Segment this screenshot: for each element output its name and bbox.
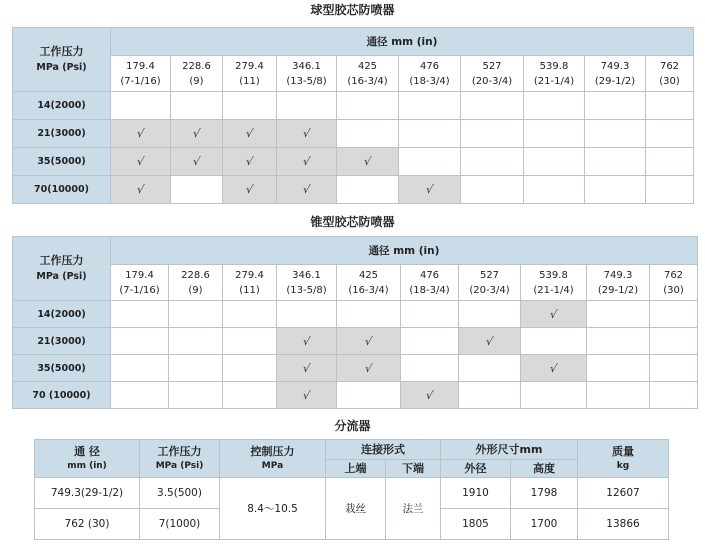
- diameter-mm: 179.4: [125, 269, 154, 281]
- check-mark-icon: √: [244, 127, 255, 140]
- cone-bop-table: [12, 236, 698, 409]
- height-header: 高度: [511, 460, 578, 478]
- check-mark-icon: √: [548, 307, 559, 321]
- diameter-col-header: [111, 56, 171, 92]
- diameter-in: (20-3/4): [471, 75, 513, 87]
- empty-cell: [223, 328, 277, 355]
- available-cell: [111, 148, 171, 176]
- diameter-mm: 228.6: [182, 60, 211, 72]
- diameter-header: 通径 mm (in): [111, 28, 694, 56]
- check-mark-icon: √: [363, 334, 374, 348]
- empty-cell: [646, 148, 694, 176]
- diameter-mm: 762: [663, 269, 684, 281]
- diverter-table: [34, 439, 669, 540]
- check-mark-icon: √: [135, 155, 146, 168]
- empty-cell: [585, 176, 646, 204]
- diameter-mm: 539.8: [539, 60, 569, 72]
- diameter-mm: 527: [482, 60, 502, 72]
- diameter-in: (30): [659, 75, 680, 87]
- diameter-col-header: [524, 56, 585, 92]
- diameter-in: (16-3/4): [348, 284, 389, 296]
- empty-cell: [650, 355, 698, 382]
- empty-cell: [111, 328, 169, 355]
- diameter-col-header: [223, 56, 277, 92]
- empty-cell: [459, 355, 521, 382]
- work-pressure-header: 工作压力 MPa (Psi): [140, 440, 220, 478]
- table-row: [13, 382, 698, 409]
- diameter-mm: 228.6: [181, 269, 210, 281]
- diameter-in: (11): [239, 284, 260, 296]
- check-mark-icon: √: [135, 183, 146, 196]
- diameter-mm: 279.4: [235, 60, 264, 72]
- check-mark-icon: √: [135, 127, 146, 140]
- available-cell: [277, 355, 337, 382]
- empty-cell: [461, 92, 524, 120]
- empty-cell: [524, 92, 585, 120]
- mass-header: 质量 kg: [578, 440, 669, 478]
- lower-connection-cell: 法兰: [386, 478, 441, 540]
- diameter-col-header: [459, 265, 521, 301]
- empty-cell: [171, 176, 223, 204]
- empty-cell: [277, 301, 337, 328]
- available-cell: [337, 148, 399, 176]
- diameter-in: (18-3/4): [409, 284, 450, 296]
- upper-connection-cell: 栽丝: [326, 478, 386, 540]
- available-cell: [111, 176, 171, 204]
- control-pressure-cell: 8.4～10.5: [220, 478, 326, 540]
- check-mark-icon: √: [301, 334, 312, 348]
- check-mark-icon: √: [301, 127, 312, 140]
- diameter-mm: 279.4: [235, 269, 264, 281]
- available-cell: [171, 148, 223, 176]
- diameter-cell: 749.3(29-1/2): [35, 478, 140, 509]
- dimensions-header: 外形尺寸mm: [441, 440, 578, 460]
- pressure-header: 工作压力 MPa (Psi): [13, 28, 111, 92]
- outer-diameter-header: 外径: [441, 460, 511, 478]
- diameter-col-header: [169, 265, 223, 301]
- available-cell: [459, 328, 521, 355]
- empty-cell: [401, 355, 459, 382]
- section3-title: 分流器: [334, 419, 371, 433]
- work-pressure-cell: 7(1000): [140, 509, 220, 540]
- pressure-row-label: 14(2000): [13, 92, 111, 120]
- mass-cell: 12607: [578, 478, 669, 509]
- empty-cell: [399, 92, 461, 120]
- diameter-mm: 539.8: [539, 269, 568, 281]
- available-cell: [277, 328, 337, 355]
- check-mark-icon: √: [301, 155, 312, 168]
- available-cell: [171, 120, 223, 148]
- check-mark-icon: √: [548, 361, 559, 375]
- available-cell: [277, 120, 337, 148]
- empty-cell: [461, 120, 524, 148]
- empty-cell: [461, 176, 524, 204]
- empty-cell: [399, 148, 461, 176]
- empty-cell: [223, 355, 277, 382]
- empty-cell: [337, 120, 399, 148]
- check-mark-icon: √: [191, 127, 202, 140]
- empty-cell: [461, 148, 524, 176]
- empty-cell: [459, 382, 521, 409]
- empty-cell: [585, 92, 646, 120]
- table-row: [13, 148, 694, 176]
- diameter-mm: 346.1: [292, 60, 321, 72]
- diameter-col-header: [171, 56, 223, 92]
- available-cell: [521, 301, 587, 328]
- diameter-in: (9): [188, 284, 203, 296]
- available-cell: [223, 176, 277, 204]
- connection-header: 连接形式: [326, 440, 441, 460]
- diameter-in: (18-3/4): [409, 75, 450, 87]
- empty-cell: [524, 176, 585, 204]
- empty-cell: [521, 382, 587, 409]
- empty-cell: [111, 92, 171, 120]
- empty-cell: [587, 328, 650, 355]
- empty-cell: [524, 148, 585, 176]
- empty-cell: [337, 301, 401, 328]
- empty-cell: [401, 328, 459, 355]
- diameter-col-header: [223, 265, 277, 301]
- empty-cell: [111, 382, 169, 409]
- check-mark-icon: √: [362, 155, 373, 168]
- diameter-col-header: [650, 265, 698, 301]
- empty-cell: [169, 355, 223, 382]
- diameter-mm: 762: [659, 60, 680, 72]
- check-mark-icon: √: [363, 361, 374, 375]
- available-cell: [223, 148, 277, 176]
- diameter-in: (7-1/16): [120, 75, 161, 87]
- diameter-col-header: [585, 56, 646, 92]
- empty-cell: [223, 92, 277, 120]
- diameter-mm: 527: [479, 269, 500, 281]
- diameter-mm: 425: [357, 60, 378, 72]
- pressure-row-label: 14(2000): [13, 301, 111, 328]
- diameter-col-header: [277, 265, 337, 301]
- empty-cell: [337, 176, 399, 204]
- table-row: [13, 92, 694, 120]
- table-row: [13, 301, 698, 328]
- empty-cell: [169, 301, 223, 328]
- empty-cell: [650, 328, 698, 355]
- height-cell: 1700: [511, 509, 578, 540]
- empty-cell: [111, 301, 169, 328]
- section1-title: 球型胶芯防喷器: [310, 3, 395, 17]
- empty-cell: [646, 120, 694, 148]
- empty-cell: [521, 328, 587, 355]
- diameter-mm: 476: [419, 269, 440, 281]
- available-cell: [111, 120, 171, 148]
- diameter-col-header: [337, 265, 401, 301]
- diameter-col-header: [337, 56, 399, 92]
- pressure-row-label: 21(3000): [13, 328, 111, 355]
- diameter-in: (21-1/4): [533, 284, 574, 296]
- empty-cell: [401, 301, 459, 328]
- available-cell: [399, 176, 461, 204]
- empty-cell: [399, 120, 461, 148]
- empty-cell: [337, 382, 401, 409]
- diameter-in: (29-1/2): [594, 75, 636, 87]
- diameter-in: (13-5/8): [286, 284, 327, 296]
- available-cell: [277, 176, 337, 204]
- available-cell: [277, 382, 337, 409]
- empty-cell: [646, 176, 694, 204]
- control-pressure-header: 控制压力 MPa: [220, 440, 326, 478]
- available-cell: [337, 355, 401, 382]
- diameter-in: (13-5/8): [286, 75, 327, 87]
- table-row: [13, 328, 698, 355]
- work-pressure-cell: 3.5(500): [140, 478, 220, 509]
- diameter-mm: 749.3: [600, 60, 630, 72]
- pressure-header: 工作压力 MPa (Psi): [13, 237, 111, 301]
- diameter-mm: 346.1: [292, 269, 321, 281]
- diameter-header: 通 径 mm (in): [35, 440, 140, 478]
- check-mark-icon: √: [301, 361, 312, 375]
- pressure-row-label: 35(5000): [13, 148, 111, 176]
- empty-cell: [587, 355, 650, 382]
- available-cell: [401, 382, 459, 409]
- diameter-mm: 476: [419, 60, 440, 72]
- empty-cell: [459, 301, 521, 328]
- lower-header: 下端: [386, 460, 441, 478]
- upper-header: 上端: [326, 460, 386, 478]
- outer-diameter-cell: 1910: [441, 478, 511, 509]
- check-mark-icon: √: [301, 183, 312, 196]
- empty-cell: [587, 301, 650, 328]
- table-row: [13, 120, 694, 148]
- diameter-in: (7-1/16): [119, 284, 160, 296]
- check-mark-icon: √: [244, 155, 255, 168]
- empty-cell: [223, 382, 277, 409]
- check-mark-icon: √: [424, 388, 435, 402]
- mass-cell: 13866: [578, 509, 669, 540]
- check-mark-icon: √: [424, 183, 435, 196]
- ball-bop-table: [12, 27, 694, 204]
- outer-diameter-cell: 1805: [441, 509, 511, 540]
- empty-cell: [585, 120, 646, 148]
- section2-title: 锥型胶芯防喷器: [310, 215, 395, 229]
- empty-cell: [169, 328, 223, 355]
- pressure-row-label: 21(3000): [13, 120, 111, 148]
- available-cell: [521, 355, 587, 382]
- empty-cell: [111, 355, 169, 382]
- empty-cell: [650, 382, 698, 409]
- pressure-row-label: 70(10000): [13, 176, 111, 204]
- diameter-cell: 762 (30): [35, 509, 140, 540]
- diameter-mm: 749.3: [603, 269, 633, 281]
- empty-cell: [169, 382, 223, 409]
- empty-cell: [646, 92, 694, 120]
- diameter-in: (30): [663, 284, 684, 296]
- diameter-in: (11): [239, 75, 260, 87]
- available-cell: [337, 328, 401, 355]
- diameter-col-header: [401, 265, 459, 301]
- empty-cell: [587, 382, 650, 409]
- height-cell: 1798: [511, 478, 578, 509]
- table-row: [13, 176, 694, 204]
- diameter-in: (16-3/4): [347, 75, 388, 87]
- check-mark-icon: √: [191, 155, 202, 168]
- diameter-in: (20-3/4): [469, 284, 510, 296]
- check-mark-icon: √: [301, 388, 312, 402]
- diameter-mm: 179.4: [126, 60, 155, 72]
- diameter-col-header: [111, 265, 169, 301]
- empty-cell: [585, 148, 646, 176]
- empty-cell: [171, 92, 223, 120]
- check-mark-icon: √: [484, 334, 495, 348]
- check-mark-icon: √: [244, 183, 255, 196]
- available-cell: [223, 120, 277, 148]
- empty-cell: [277, 92, 337, 120]
- available-cell: [277, 148, 337, 176]
- diameter-in: (9): [189, 75, 204, 87]
- diameter-mm: 425: [358, 269, 379, 281]
- diameter-in: (21-1/4): [533, 75, 575, 87]
- diameter-col-header: [587, 265, 650, 301]
- diameter-col-header: [646, 56, 694, 92]
- empty-cell: [524, 120, 585, 148]
- diameter-col-header: [277, 56, 337, 92]
- diameter-in: (29-1/2): [597, 284, 639, 296]
- table-row: [13, 355, 698, 382]
- pressure-row-label: 70 (10000): [13, 382, 111, 409]
- empty-cell: [223, 301, 277, 328]
- empty-cell: [650, 301, 698, 328]
- pressure-row-label: 35(5000): [13, 355, 111, 382]
- empty-cell: [337, 92, 399, 120]
- diameter-col-header: [521, 265, 587, 301]
- diameter-header: 通径 mm (in): [111, 237, 698, 265]
- diameter-col-header: [399, 56, 461, 92]
- diameter-col-header: [461, 56, 524, 92]
